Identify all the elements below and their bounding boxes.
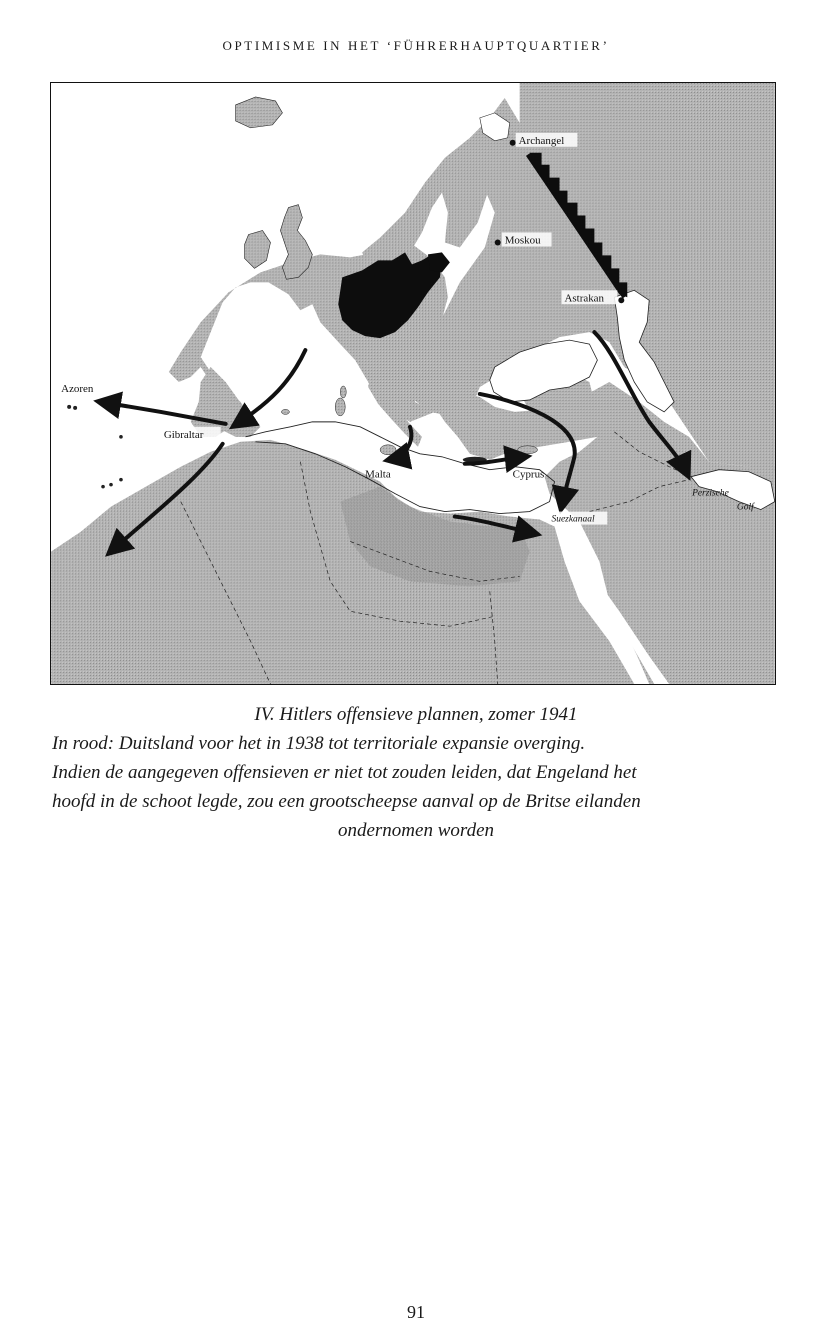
caption-line-2: Indien de aangegeven offensieven er niet tot zouden leiden, dat Engeland het [52, 762, 637, 783]
label-archangel: Archangel [518, 134, 565, 147]
island-sicily [380, 445, 396, 455]
map-svg [51, 83, 775, 684]
island-canary-1 [101, 485, 105, 489]
label-perzische: Perzische [692, 488, 729, 499]
island-canary-2 [109, 483, 113, 487]
label-azoren: Azoren [61, 382, 94, 395]
page-number: 91 [407, 1302, 425, 1322]
city-dot-archangel [510, 140, 516, 146]
caption-title: IV. Hitlers offensieve plannen, zomer 1941 [254, 704, 578, 725]
label-golf: Golf [736, 502, 754, 513]
city-dot-moskou [495, 239, 501, 245]
island-balearic [281, 409, 289, 414]
caption-line-4: ondernomen worden [337, 820, 495, 841]
caption-line-3: hoofd in de schoot legde, zou een grootscheepse aanval op de Britse eilanden [52, 791, 641, 812]
label-astrakan: Astrakan [564, 292, 605, 305]
label-gibraltar: Gibraltar [163, 428, 204, 441]
island-canary-3 [119, 478, 123, 482]
label-moskou: Moskou [504, 234, 541, 247]
island-azores-2 [73, 406, 77, 410]
island-sardinia [335, 398, 345, 416]
island-azores-1 [67, 405, 71, 409]
label-suezkanaal: Suezkanaal [551, 514, 595, 525]
caption-line-1: In rood: Duitsland voor het in 1938 tot territoriale expansie overging. [52, 733, 586, 754]
running-head: OPTIMISME IN HET ‘FÜHRERHAUPTQUARTIER’ [222, 38, 610, 53]
label-malta: Malta [365, 468, 391, 481]
city-dot-astrakan [618, 297, 624, 303]
figure-caption [52, 700, 780, 845]
island-madeira [119, 435, 123, 439]
island-corsica [340, 386, 346, 398]
label-cyprus: Cyprus [512, 468, 545, 481]
island-cyprus [518, 446, 538, 454]
map-figure [50, 82, 776, 685]
